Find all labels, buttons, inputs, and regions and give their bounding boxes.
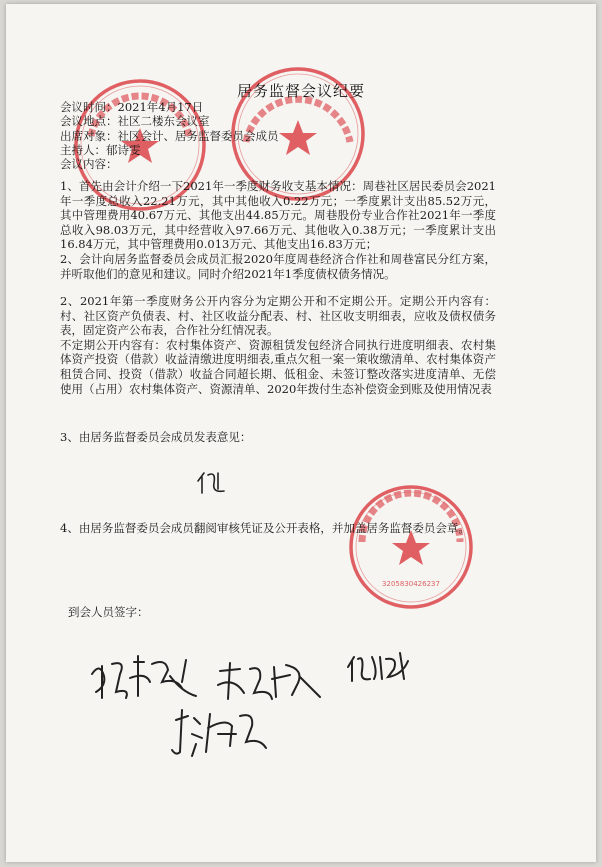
paragraph-regular-disclosure: 2、2021年第一季度财务公开内容分为定期公开和不定期公开。定期公开内容有：村、社区资产负债表、村、社区收益分配表、村、社区收支明细表，应收及债权债务表，固定资产公布表，合作社分红情况表。: [60, 294, 496, 338]
section-2: [60, 294, 496, 396]
handwritten-mark: [194, 467, 234, 501]
meeting-content-label: 会议内容：: [60, 157, 118, 172]
signature-label: 到会人员签字：: [68, 605, 149, 619]
section-4: [60, 521, 496, 536]
seal-number: 3205830426237: [382, 580, 440, 588]
paragraph-irregular-disclosure: 不定期公开内容有：农村集体资产、资源租赁发包经济合同执行进度明细表、农村集体资产投资（借款）收益清缴进度明细表,重点欠租一案一策收缴清单、农村集体资产租赁合同、投资（借款）收益合同超长期、低租金、未签订整改落实进度清单、无偿使用（占用）农村集体资产、资源清单、2020年拨付生态补偿资金到账及使用情况表: [60, 337, 496, 396]
host: 主持人：郁诗雯: [60, 142, 141, 157]
meeting-time: 会议时间：2021年4月17日: [60, 100, 204, 114]
document-title: 居务监督会议纪要: [236, 82, 365, 100]
section-1: [60, 179, 496, 281]
paragraph-dividend-plan: 2、会计向居务监督委员会成员汇报2020年度周巷经济合作社和周巷富民分红方案，并听取他们的意见和建议。同时介绍2021年1季度债权债务情况。: [60, 251, 496, 281]
paragraph-review-seal: 4、由居务监督委员会成员翻阅审核凭证及公开表格，并加盖居务监督委员会章。: [60, 521, 470, 535]
section-3: [60, 430, 496, 445]
signature-1: [86, 652, 206, 708]
meeting-info: [60, 100, 279, 171]
signature-4: [166, 704, 276, 764]
signature-2: [214, 659, 324, 709]
paragraph-finance-summary: 1、首先由会计介绍一下2021年一季度财务收支基本情况：周巷社区居民委员会2021年一季度总收入22.21万元，其中其他收入0.22万元；一季度累计支出85.52万元，其中管理费用40.67万元、其他支出44.85万元。周巷股份专业合作社2021年一季度总收入98.03万元，其中经营收入97.66万元、其他收入0.38万元；一季度累计支出16.84万元，其中管理费用0.013万元、其他支出16.83万元；: [60, 179, 496, 252]
signature-3: [344, 649, 416, 693]
supervision-committee-seal: [346, 482, 476, 612]
document-page: [6, 4, 596, 862]
meeting-location: 会议地点：社区二楼东会议室: [60, 114, 210, 129]
attendees: 出席对象：社区会计、居务监督委员会成员: [60, 128, 279, 143]
paragraph-opinions: 3、由居务监督委员会成员发表意见：: [60, 430, 252, 444]
